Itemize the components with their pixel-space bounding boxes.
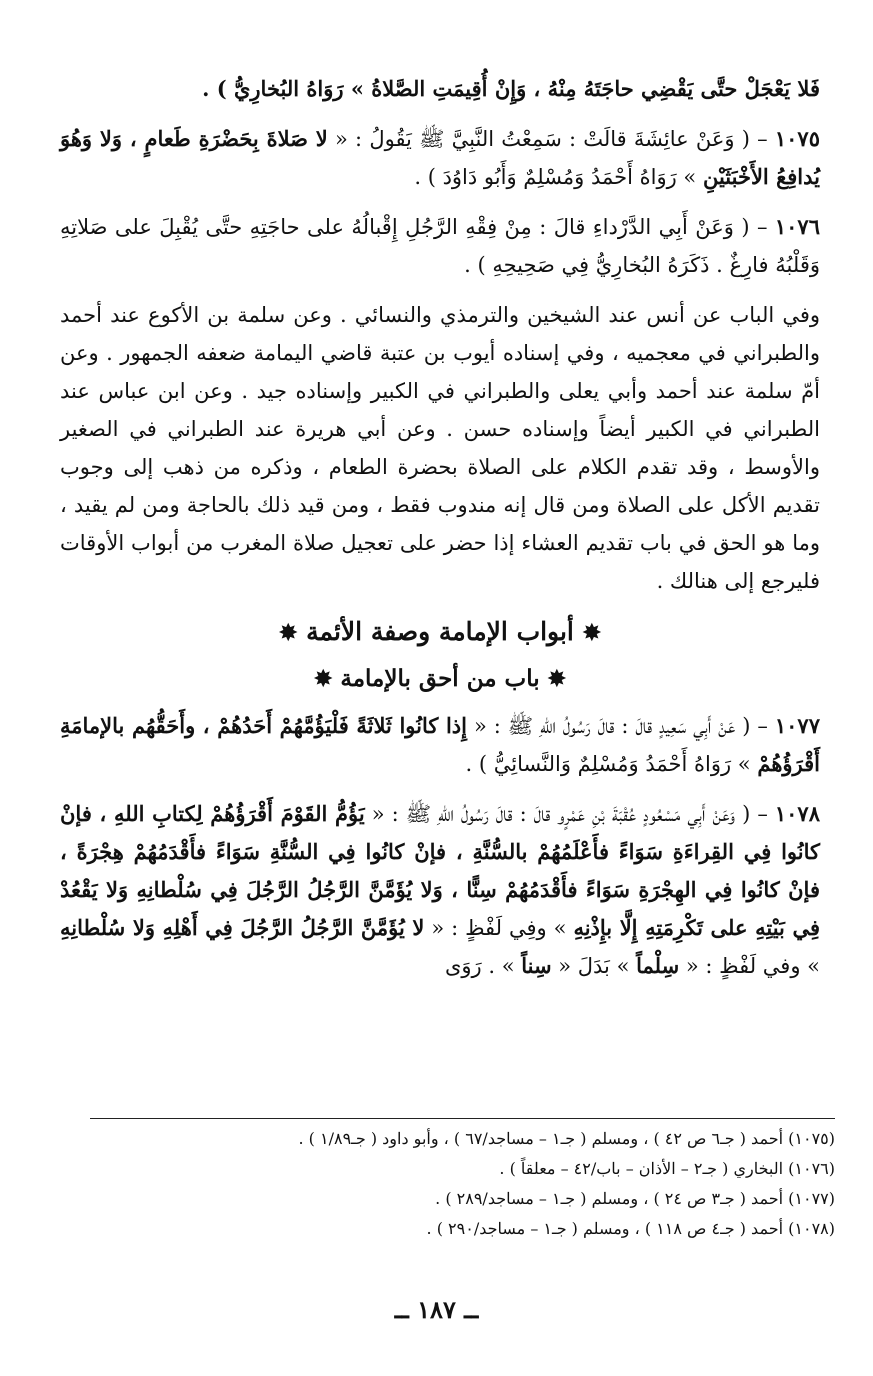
star-ornament-icon: ✸ xyxy=(547,666,567,692)
page-number: ــ ١٨٧ ــ xyxy=(394,1295,479,1324)
section-title: باب من أحق بالإمامة xyxy=(340,665,540,692)
footnotes xyxy=(60,1124,835,1244)
footnote-1075: (١٠٧٥) أحمد ( جـ٦ ص ٤٢ ) ، ومسلم ( جـ١ – مساجد/٦٧ ) ، وأبو داود ( جـ١/٨٩ ) . xyxy=(298,1129,835,1148)
hadith-chain: – ( عَنْ أَبِي سَعِيدٍ قالَ : قالَ رَسُولُ اللهِ ﷺ : « xyxy=(466,714,775,738)
star-ornament-icon: ✸ xyxy=(313,666,333,692)
footnote-divider xyxy=(90,1118,835,1119)
hadith-number: ١٠٧٧ xyxy=(774,713,820,738)
hadith-text: – ( وَعَنْ أَبِي الدَّرْداءِ قالَ : مِنْ فِقْهِ الرَّجُلِ إِقْبالُهُ على حاجَتِهِ حتَّى يُقْبِلَ على صَلاتِهِ وَقَلْبُهُ فارِغٌ . ذَكَرَهُ البُخارِيُّ فِي صَحِيحِهِ ) . xyxy=(60,215,820,277)
hadith-variant-intro: » وفِي لَفْظٍ : « xyxy=(424,916,574,940)
hadith-variant-word: سِناً xyxy=(521,953,552,978)
hadith-trailing: » . رَوَى xyxy=(444,954,522,978)
hadith-number: ١٠٧٨ xyxy=(774,801,820,826)
hadith-source: » رَوَاهُ أَحْمَدُ وَمُسْلِمٌ وَأَبُو دَاوُدَ ) . xyxy=(414,165,703,189)
hadith-1076 xyxy=(60,208,820,284)
hadith-matn: إِذا كانُوا ثَلاثَةً فَلْيَؤُمَّهُمْ أَحَدُهُمْ ، وأَحَقُّهُم بالإمامَةِ أَقْرَؤُهُمْ xyxy=(60,713,820,776)
hadith-chain: – ( وَعَنْ عائِشَةَ قالَتْ : سَمِعْتُ النَّبِيَّ ﷺ يَقُولُ : « xyxy=(327,127,775,151)
hadith-number: ١٠٧٥ xyxy=(774,126,820,151)
hadith-1077 xyxy=(60,707,820,783)
hadith-variant-intro: » وفي لَفْظٍ : « xyxy=(679,954,820,978)
hadith-number: ١٠٧٦ xyxy=(774,214,820,239)
commentary-paragraph: وفي الباب عن أنس عند الشيخين والترمذي والنسائي . وعن سلمة بن الأكوع عند أحمد والطبراني في معجميه ، وفي إسناده أيوب بن عتبة قاضي اليمامة ضعفه الجمهور . وعن أمّ سلمة عند أحمد وأبي يعلى والطبراني في الكبير وإسناده جيد . وعن ابن عباس عند الطبراني في الكبير أيضاً وإسناده حسن . وعن أبي هريرة عند الطبراني في الصغير والأوسط ، وقد تقدم الكلام على الصلاة بحضرة الطعام ، وذكره من ذهب إلى وجوب تقديم الأكل على الصلاة ومن قال إنه مندوب فقط ، ومن قيد ذلك بالحاجة ومن لم يقيد ، وما هو الحق في باب تقديم العشاء إذا حضر على تعجيل صلاة المغرب من أبواب الأوقات فليرجع إلى هنالك . xyxy=(60,303,820,593)
hadith-1075 xyxy=(60,120,820,196)
hadith-variant-word: سِلْماً xyxy=(636,953,680,978)
star-ornament-icon: ✸ xyxy=(278,620,298,646)
hadith-source: » رَوَاهُ أَحْمَدُ وَمُسْلِمٌ وَالنَّسائِيُّ ) . xyxy=(465,752,758,776)
star-ornament-icon: ✸ xyxy=(582,620,602,646)
page-body xyxy=(60,70,820,997)
hadith-matn: يَؤُمُّ القَوْمَ أَقْرَؤُهُمْ لِكتابِ اللهِ ، فإنْ كانُوا فِي القِراءَةِ سَوَاءً فأَعْلَمُهُمْ بالسُّنَّةِ ، فإنْ كانُوا فِي السُّنَّةِ سَوَاءً فأَقْدَمُهُمْ هِجْرَةً ، فإنْ كانُوا فِي الهِجْرَةِ سَوَاءً فأَقْدَمُهُمْ سِنًّا ، وَلا يُؤَمَّنَّ الرَّجُلُ الرَّجُلَ فِي سُلْطانِهِ وَلا يَقْعُدْ فِي بَيْتِهِ على تَكْرِمَتِهِ إِلَّا بإِذْنِهِ xyxy=(60,801,820,940)
chapter-heading xyxy=(60,612,820,653)
footnote-1077: (١٠٧٧) أحمد ( جـ٣ ص ٢٤ ) ، ومسلم ( جـ١ – مساجد/٢٨٩ ) . xyxy=(435,1189,835,1208)
hadith-variant-instead: » بَدَلَ « xyxy=(551,954,637,978)
footnote-1078: (١٠٧٨) أحمد ( جـ٤ ص ١١٨ ) ، ومسلم ( جـ١ – مساجد/٢٩٠ ) . xyxy=(426,1219,835,1238)
hadith-variant-text: لا يُؤَمَّنَّ الرَّجُلُ الرَّجُلَ فِي أَهْلِهِ وَلا سُلْطانِهِ xyxy=(60,915,425,940)
hadith-matn: لا صَلاةَ بِحَضْرَةِ طَعامٍ ، وَلا وَهُوَ يُدافِعُ الأَخْبَثَيْنِ xyxy=(60,126,820,189)
hadith-chain: – ( وَعَنْ أَبِي مَسْعُودٍ عُقْبَةَ بْنِ عَمْرٍو قالَ : قالَ رَسُولُ اللهِ ﷺ : « xyxy=(364,802,775,826)
chapter-title: أبواب الإمامة وصفة الأئمة xyxy=(306,617,574,646)
hadith-continuation-text: فَلا يَعْجَلْ حتَّى يَقْضِي حاجَتَهُ مِنْهُ ، وَإِنْ أُقِيمَتِ الصَّلاةُ » رَوَاهُ البُخارِيُّ ) . xyxy=(202,76,820,101)
paragraph-continuation xyxy=(60,70,820,108)
section-heading xyxy=(60,659,820,699)
footnote-1076: (١٠٧٦) البخاري ( جـ٢ – الأذان – باب/٤٢ – معلقاً ) . xyxy=(499,1159,835,1178)
hadith-1078 xyxy=(60,795,820,985)
